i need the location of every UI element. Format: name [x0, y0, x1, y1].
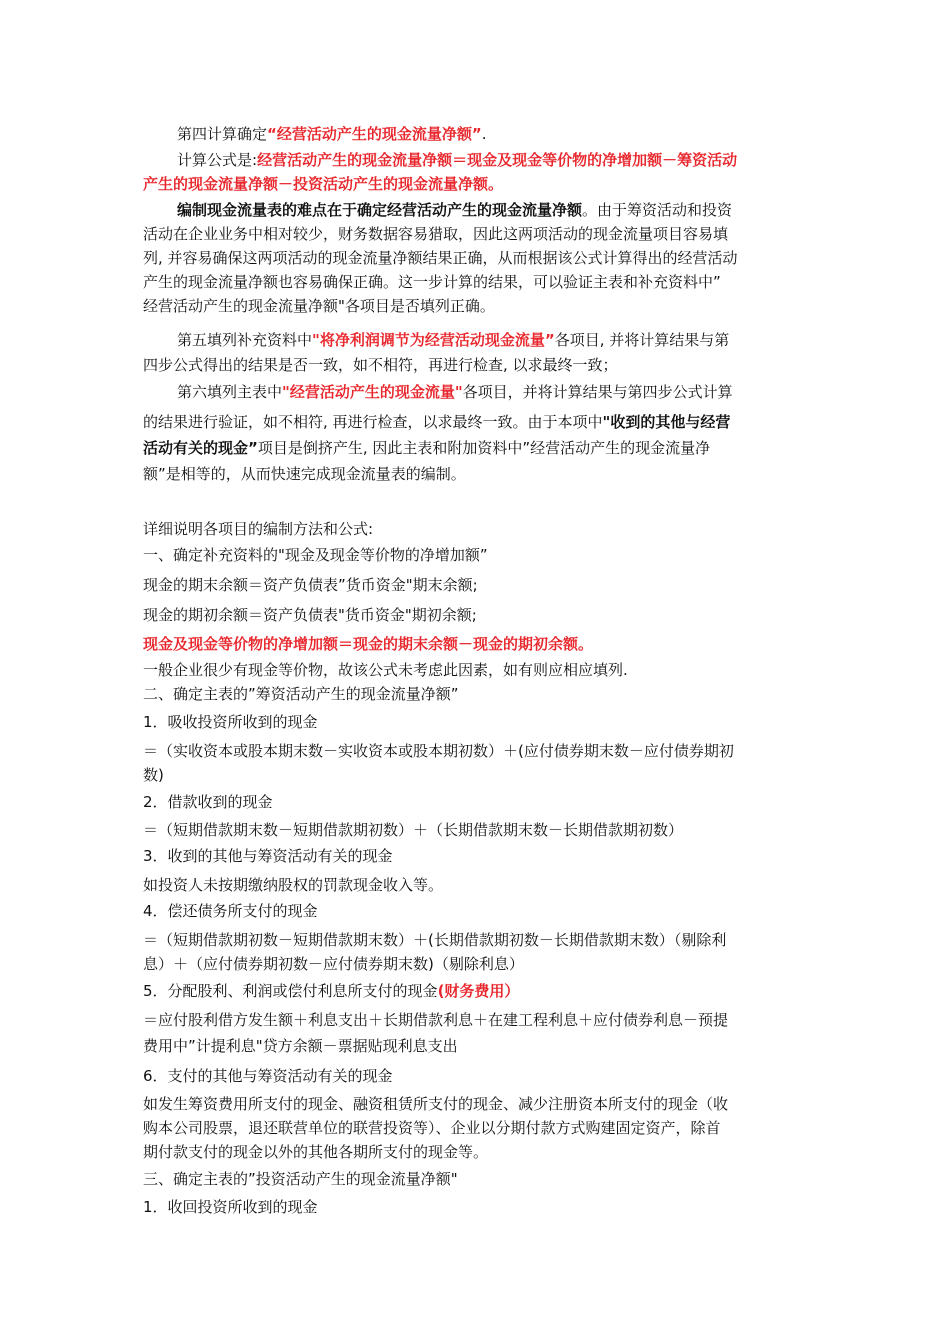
- section2-item5-formula1: ＝应付股利借方发生额＋利息支出＋长期借款利息＋在建工程利息＋应付债券利息－预提: [143, 1011, 729, 1029]
- section2-item3-no: 3．: [143, 847, 168, 865]
- section2-item2-no: 2．: [143, 793, 168, 811]
- step6-lead: 第六填列主表中: [177, 383, 283, 401]
- step4-lead: 第四计算确定: [177, 125, 268, 143]
- formula-line1: [177, 150, 737, 170]
- section3-item1-no: 1．: [143, 1198, 168, 1216]
- section2-item1-formula1: ＝（实收资本或股本期末数－实收资本或股本期初数）＋(应付债券期末数－应付债券期初: [143, 742, 734, 760]
- section2-item5-formula2: 费用中”计提利息"贷方余额－票据贴现利息支出: [143, 1037, 458, 1055]
- section2-item1-title: 吸收投资所收到的现金: [167, 713, 318, 731]
- section2-item6-no: 6．: [143, 1067, 168, 1085]
- section2-item3-title: 收到的其他与筹资活动有关的现金: [167, 847, 393, 865]
- section1-line1: 现金的期末余额＝资产负债表”货币资金"期末余额;: [143, 576, 478, 594]
- step6-line2-b: "收到的其他与经营: [602, 413, 731, 431]
- section2-item4-title: 偿还债务所支付的现金: [167, 902, 318, 920]
- section2-item6: [143, 1066, 393, 1086]
- difficulty-tail: 。由于筹资活动和投资: [582, 201, 733, 219]
- difficulty-line1: [177, 200, 732, 220]
- section2-item1: [143, 712, 318, 732]
- section2-item3-text: 如投资人未按期缴纳股权的罚款现金收入等。: [143, 876, 444, 894]
- section2-item2: [143, 792, 273, 812]
- section3-item1: [143, 1197, 318, 1217]
- section2-item2-title: 借款收到的现金: [167, 793, 273, 811]
- section2-item6-text2: 购本公司股票，退还联营单位的联营投资等）、企业以分期付款方式购建固定资产，除首: [143, 1119, 721, 1137]
- formula-line2: 产生的现金流量净额－投资活动产生的现金流量净额。: [143, 175, 504, 193]
- step6-line2: [143, 412, 730, 432]
- section2-item4: [143, 901, 318, 921]
- difficulty-line3: 列, 并容易确保这两项活动的现金流量净额结果正确，从而根据该公式计算得出的经营活动: [143, 249, 738, 267]
- step5-highlight: "将净利润调节为经营活动现金流量”: [312, 331, 555, 349]
- section2-item6-text3: 期付款支付的现金以外的其他各期所支付的现金等。: [143, 1143, 489, 1161]
- section2-item5-red: (财务费用）: [437, 982, 520, 1000]
- step6-line3: [143, 438, 710, 458]
- difficulty-line4: 产生的现金流量净额也容易确保正确。这一步计算的结果，可以验证主表和补充资料中”: [143, 273, 721, 291]
- section1-line2: 现金的期初余额＝资产负债表"货币资金"期初余额;: [143, 606, 477, 624]
- step5-line1: [177, 330, 729, 350]
- step6-line4: 额”是相等的，从而快速完成现金流量表的编制。: [143, 465, 466, 483]
- formula-lead: 计算公式是:: [177, 151, 258, 169]
- section2-item1-formula2: 数): [143, 766, 164, 784]
- section2-item6-text1: 如发生筹资费用所支付的现金、融资租赁所支付的现金、减少注册资本所支付的现金（收: [143, 1095, 729, 1113]
- formula-text-1: 经营活动产生的现金流量净额＝现金及现金等价物的净增加额－筹资活动: [257, 151, 738, 169]
- section2-item5-title: 分配股利、利润或偿付利息所支付的现金: [167, 982, 438, 1000]
- step5-lead: 第五填列补充资料中: [177, 331, 313, 349]
- difficulty-line5: 经营活动产生的现金流量净额"各项目是否填列正确。: [143, 297, 495, 315]
- section1-title: 一、确定补充资料的"现金及现金等价物的净增加额”: [143, 546, 488, 564]
- section2-item2-formula1: ＝（短期借款期末数－短期借款期初数）＋（长期借款期末数－长期借款期初数）: [143, 821, 684, 839]
- step4-highlight: “经营活动产生的现金流量净额”: [267, 125, 482, 143]
- step6-line2-a: 的结果进行验证，如不相符, 再进行检查，以求最终一致。由于本项中: [143, 413, 603, 431]
- section2-item5: [143, 981, 519, 1001]
- section2-title: 二、确定主表的”筹资活动产生的现金流量净额”: [143, 685, 459, 703]
- section3-title: 三、确定主表的”投资活动产生的现金流量净额": [143, 1170, 458, 1188]
- step6-line3-tail: 项目是倒挤产生, 因此主表和附加资料中”经营活动产生的现金流量净: [257, 439, 711, 457]
- section2-item4-formula1: ＝（短期借款期初数－短期借款期末数）＋(长期借款期初数－长期借款期末数）（剔除利: [143, 931, 727, 949]
- section2-item3: [143, 846, 393, 866]
- section3-item1-title: 收回投资所收到的现金: [167, 1198, 318, 1216]
- section2-item6-title: 支付的其他与筹资活动有关的现金: [167, 1067, 393, 1085]
- section2-item4-formula2: 息）＋（应付债券期初数－应付债券期末数)（剔除利息）: [143, 955, 524, 973]
- section2-item4-no: 4．: [143, 902, 168, 920]
- step5-line2: 四步公式得出的结果是否一致，如不相符，再进行检查, 以求最终一致；: [143, 356, 618, 374]
- section2-item5-no: 5．: [143, 982, 168, 1000]
- section1-line4: 一般企业很少有现金等价物，故该公式未考虑此因素，如有则应相应填列.: [143, 661, 628, 679]
- difficulty-line2: 活动在企业业务中相对较少，财务数据容易猎取，因此这两项活动的现金流量项目容易填: [143, 225, 729, 243]
- step6-line1: [177, 382, 733, 402]
- step5-tail: 各项目, 并将计算结果与第: [554, 331, 730, 349]
- step6-line3-bold: 活动有关的现金”: [143, 439, 258, 457]
- difficulty-bold: 编制现金流量表的难点在于确定经营活动产生的现金流量净额: [177, 201, 583, 219]
- step6-highlight: "经营活动产生的现金流量": [282, 383, 463, 401]
- step4-line: [177, 124, 487, 144]
- step6-tail: 各项目，并将计算结果与第四步公式计算: [462, 383, 733, 401]
- details-intro: 详细说明各项目的编制方法和公式:: [143, 520, 374, 538]
- section2-item1-no: 1．: [143, 713, 168, 731]
- section1-line3: 现金及现金等价物的净增加额＝现金的期末余额－现金的期初余额。: [143, 635, 594, 653]
- step4-tail: .: [481, 125, 487, 143]
